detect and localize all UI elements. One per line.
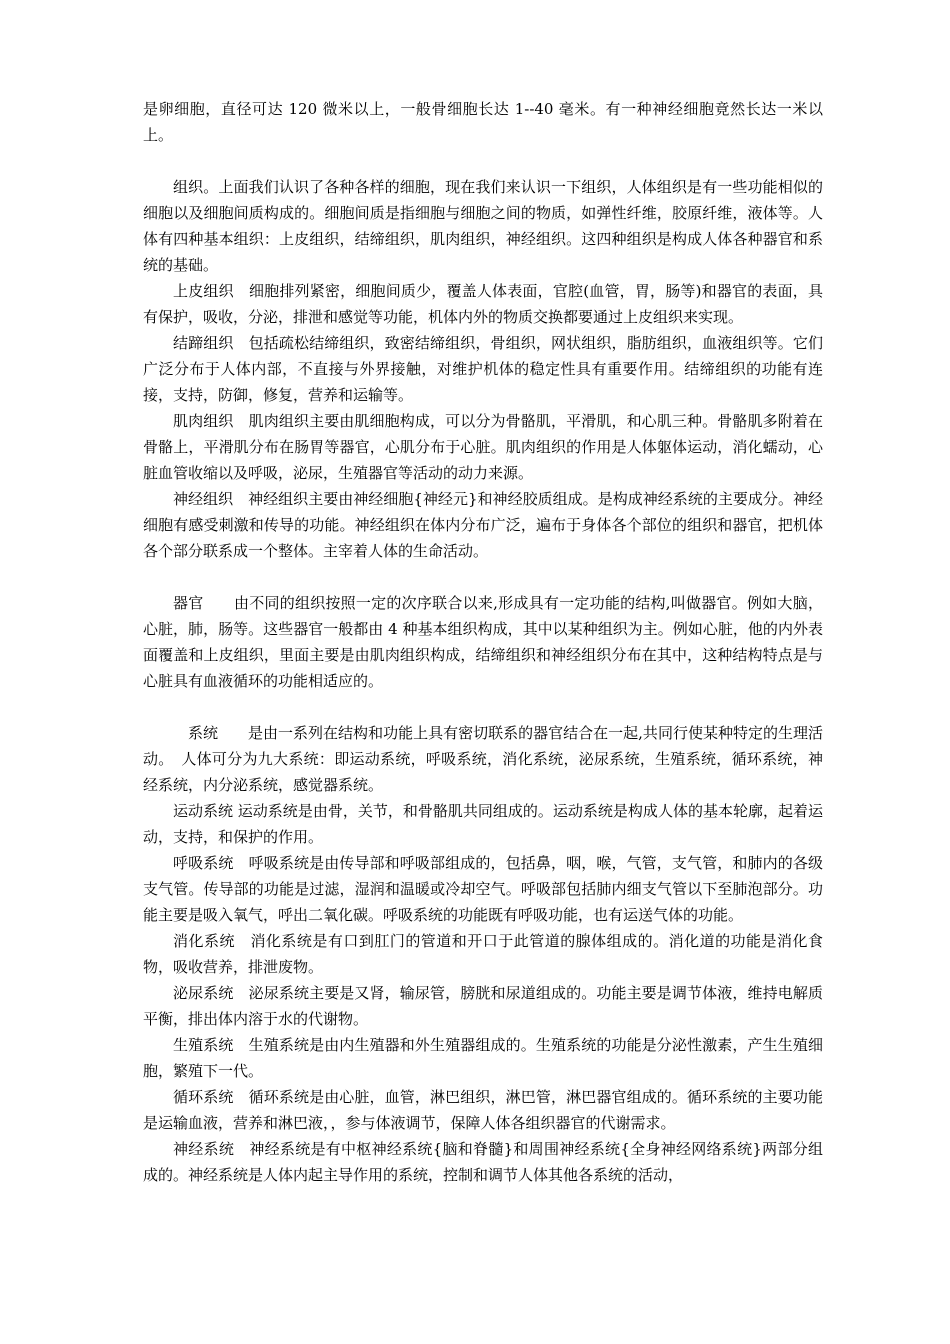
- paragraph-tissue-intro: 组织。上面我们认识了各种各样的细胞，现在我们来认识一下组织，人体组织是有一些功能相似的细胞以及细胞间质构成的。细胞间质是指细胞与细胞之间的物质，如弹性纤维，胶原纤维，液体等。人体有四种基本组织：上皮组织，结缔组织，肌肉组织，神经组织。这四种组织是构成人体各种器官和系统的基础。: [143, 178, 823, 274]
- paragraph-motor-system: 运动系统 运动系统是由骨，关节，和骨骼肌共同组成的。运动系统是构成人体的基本轮廓，起着运动，支持，和保护的作用。: [143, 802, 823, 846]
- paragraph-urinary-system: 泌尿系统 泌尿系统主要是又肾，输尿管，膀胱和尿道组成的。功能主要是调节体液，维持电解质平衡，排出体内溶于水的代谢物。: [143, 984, 823, 1028]
- paragraph-epithelial-tissue: 上皮组织 细胞排列紧密，细胞间质少，覆盖人体表面，官腔(血管，胃，肠等)和器官的表面，具有保护，吸收，分泌，排泄和感觉等功能，机体内外的物质交换都要通过上皮组织来实现。: [143, 282, 823, 326]
- paragraph-reproductive-system: 生殖系统 生殖系统是由内生殖器和外生殖器组成的。生殖系统的功能是分泌性激素，产生生殖细胞，繁殖下一代。: [143, 1036, 823, 1080]
- paragraph-muscle-tissue: 肌肉组织 肌肉组织主要由肌细胞构成，可以分为骨骼肌，平滑肌，和心肌三种。骨骼肌多附着在骨骼上，平滑肌分布在肠胃等器官，心肌分布于心脏。肌肉组织的作用是人体躯体运动，消化蠕动，心脏血管收缩以及呼吸，泌尿，生殖器官等活动的动力来源。: [143, 412, 823, 482]
- paragraph-spacer: [143, 148, 823, 174]
- paragraph-digestive-system: 消化系统 消化系统是有口到肛门的管道和开口于此管道的腺体组成的。消化道的功能是消化食物，吸收营养，排泄废物。: [143, 932, 823, 976]
- paragraph-respiratory-system: 呼吸系统 呼吸系统是由传导部和呼吸部组成的，包括鼻，咽，喉，气管，支气管，和肺内的各级支气管。传导部的功能是过滤，湿润和温暖或冷却空气。呼吸部包括肺内细支气管以下至肺泡部分。功能主要是吸入氧气，呼出二氧化碳。呼吸系统的功能既有呼吸功能，也有运送气体的功能。: [143, 854, 823, 924]
- paragraph-nervous-system: 神经系统 神经系统是有中枢神经系统{脑和脊髓}和周围神经系统{全身神经网络系统}两部分组成的。神经系统是人体内起主导作用的系统，控制和调节人体其他各系统的活动，: [143, 1140, 823, 1184]
- paragraph-spacer: [143, 694, 823, 720]
- paragraph-organs: 器官 由不同的组织按照一定的次序联合以来,形成具有一定功能的结构,叫做器官。例如大脑，心脏，肺，肠等。这些器官一般都由 4 种基本组织构成，其中以某种组织为主。例如心脏，他的内外表面覆盖和上皮组织，里面主要是由肌肉组织构成，结缔组织和神经组织分布在其中，这种结构特点是与心脏具有血液循环的功能相适应的。: [143, 594, 823, 690]
- paragraph-circulatory-system: 循环系统 循环系统是由心脏，血管，淋巴组织，淋巴管，淋巴器官组成的。循环系统的主要功能是运输血液，营养和淋巴液，，参与体液调节，保障人体各组织器官的代谢需求。: [143, 1088, 823, 1132]
- paragraph-systems-intro: 系统 是由一系列在结构和功能上具有密切联系的器官结合在一起,共同行使某种特定的生理活动。 人体可分为九大系统：即运动系统，呼吸系统，消化系统，泌尿系统，生殖系统，循环系统，神经系统，内分泌系统，感觉器系统。: [143, 724, 823, 794]
- paragraph-connective-tissue: 结蹄组织 包括疏松结缔组织，致密结缔组织，骨组织，网状组织，脂肪组织，血液组织等。它们广泛分布于人体内部，不直接与外界接触，对维护机体的稳定性具有重要作用。结缔组织的功能有连接，支持，防御，修复，营养和运输等。: [143, 334, 823, 404]
- paragraph-egg-cell-size: 是卵细胞，直径可达 120 微米以上，一般骨细胞长达 1--40 毫米。有一种神经细胞竟然长达一米以上。: [143, 100, 823, 144]
- paragraph-spacer: [143, 564, 823, 590]
- document-body: [143, 96, 823, 1188]
- paragraph-nerve-tissue: 神经组织 神经组织主要由神经细胞{神经元}和神经胶质组成。是构成神经系统的主要成分。神经细胞有感受刺激和传导的功能。神经组织在体内分布广泛，遍布于身体各个部位的组织和器官，把机体各个部分联系成一个整体。主宰着人体的生命活动。: [143, 490, 823, 560]
